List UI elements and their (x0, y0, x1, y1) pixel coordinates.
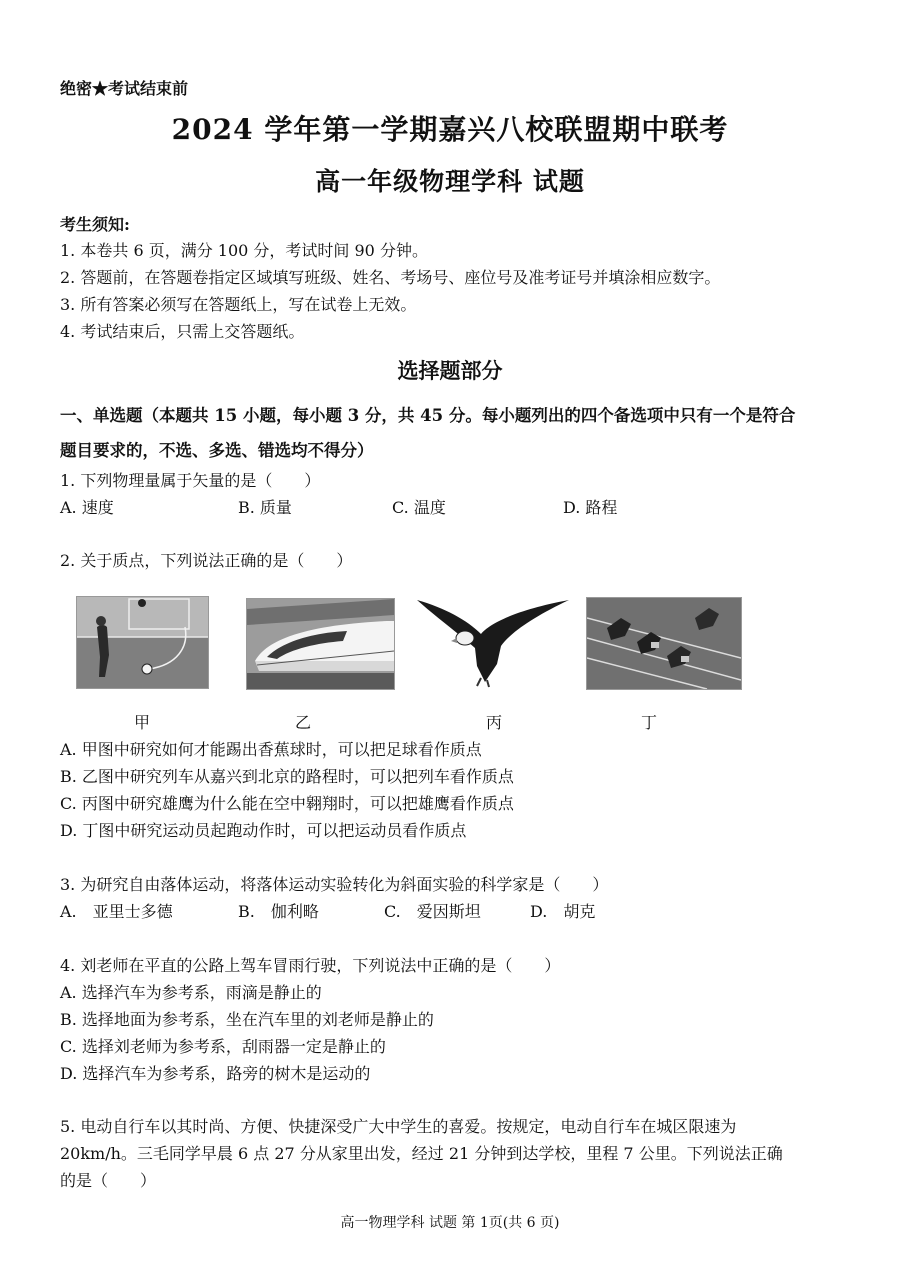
sprinters-photo (586, 597, 742, 690)
question-3-stem: 3. 为研究自由落体运动，将落体运动实验转化为斜面实验的科学家是（ ） (60, 875, 609, 894)
q3-option-d: D. 胡克 (530, 902, 596, 921)
photo-caption-yi: 乙 (295, 713, 312, 732)
train-illustration (247, 599, 394, 689)
eagle-illustration (415, 594, 571, 688)
notice-heading: 考生须知: (60, 215, 130, 234)
photo-caption-bing: 丙 (486, 713, 503, 732)
section-instruction: 一、单选题（本题共 15 小题，每小题 3 分，共 45 分。每小题列出的四个备选项中只有一个是符合 (60, 406, 796, 425)
notice-item: 4. 考试结束后，只需上交答题纸。 (60, 322, 305, 341)
notice-item: 1. 本卷共 6 页，满分 100 分，考试时间 90 分钟。 (60, 241, 428, 260)
q1-option-c: C. 温度 (392, 498, 446, 517)
soccer-illustration (77, 597, 208, 688)
notice-item: 3. 所有答案必须写在答题纸上，写在试卷上无效。 (60, 295, 417, 314)
section-instruction: 题目要求的，不选、多选、错选均不得分） (60, 441, 374, 460)
train-photo (246, 598, 395, 690)
q4-option-a: A. 选择汽车为参考系，雨滴是静止的 (60, 983, 322, 1002)
q4-option-d: D. 选择汽车为参考系，路旁的树木是运动的 (60, 1064, 371, 1083)
q2-option-b: B. 乙图中研究列车从嘉兴到北京的路程时，可以把列车看作质点 (60, 767, 514, 786)
question-2-stem: 2. 关于质点，下列说法正确的是（ ） (60, 551, 353, 570)
eagle-photo (415, 594, 571, 688)
secret-mark: 绝密★考试结束前 (60, 79, 189, 98)
q1-option-a: A. 速度 (60, 498, 114, 517)
q2-option-d: D. 丁图中研究运动员起跑动作时，可以把运动员看作质点 (60, 821, 467, 840)
q1-option-d: D. 路程 (563, 498, 618, 517)
q3-option-c: C. 爱因斯坦 (384, 902, 481, 921)
section-title: 选择题部分 (397, 358, 503, 383)
question-5-stem-line: 5. 电动自行车以其时尚、方便、快捷深受广大中学生的喜爱。按规定，电动自行车在城区限速为 (60, 1117, 737, 1136)
q4-option-c: C. 选择刘老师为参考系，刮雨器一定是静止的 (60, 1037, 386, 1056)
q3-option-a: A. 亚里士多德 (60, 902, 173, 921)
exam-subtitle: 高一年级物理学科 试题 (315, 167, 585, 196)
question-1-stem: 1. 下列物理量属于矢量的是（ ） (60, 471, 321, 490)
photo-caption-jia: 甲 (134, 713, 151, 732)
exam-title: 2024 学年第一学期嘉兴八校联盟期中联考 (171, 113, 729, 146)
q2-option-c: C. 丙图中研究雄鹰为什么能在空中翱翔时，可以把雄鹰看作质点 (60, 794, 514, 813)
sprinters-illustration (587, 598, 741, 689)
photo-caption-ding: 丁 (641, 713, 658, 732)
q3-option-b: B. 伽利略 (238, 902, 319, 921)
q1-option-b: B. 质量 (238, 498, 292, 517)
question-4-stem: 4. 刘老师在平直的公路上驾车冒雨行驶，下列说法中正确的是（ ） (60, 956, 561, 975)
soccer-photo (76, 596, 209, 689)
q4-option-b: B. 选择地面为参考系，坐在汽车里的刘老师是静止的 (60, 1010, 434, 1029)
page-footer: 高一物理学科 试题 第 1页(共 6 页) (340, 1215, 560, 1231)
q2-option-a: A. 甲图中研究如何才能踢出香蕉球时，可以把足球看作质点 (60, 740, 482, 759)
notice-item: 2. 答题前，在答题卷指定区域填写班级、姓名、考场号、座位号及准考证号并填涂相应数字。 (60, 268, 721, 287)
question-5-stem-line: 20km/h。三毛同学早晨 6 点 27 分从家里出发，经过 21 分钟到达学校，里程 7 公里。下列说法正确 (60, 1144, 783, 1163)
question-5-stem-line: 的是（ ） (60, 1171, 157, 1190)
